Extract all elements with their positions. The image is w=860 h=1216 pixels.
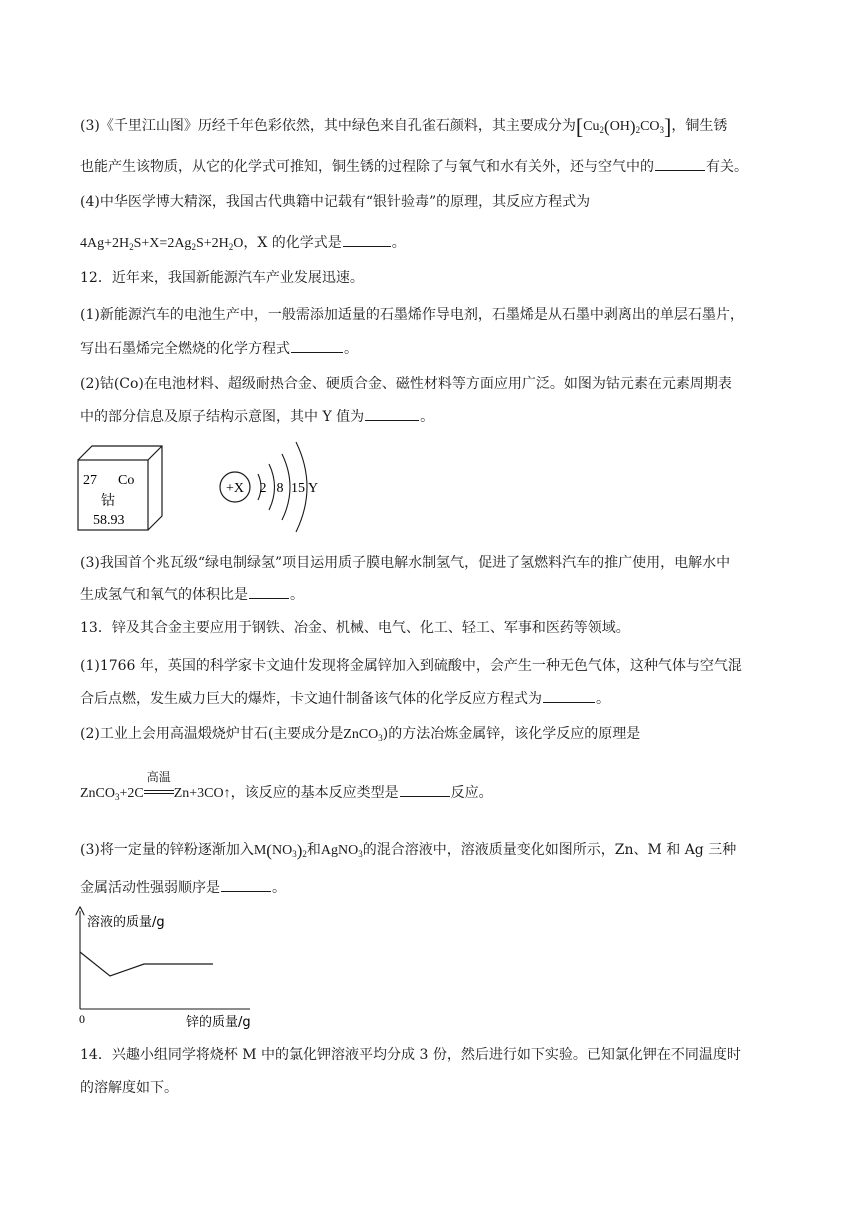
element-symbol: Co: [118, 473, 135, 488]
solution-mass-graph: [70, 905, 270, 1035]
q12-part3-line2: 生成氢气和氧气的体积比是 。: [80, 584, 304, 605]
answer-blank[interactable]: [365, 406, 419, 421]
answer-blank[interactable]: [343, 232, 391, 247]
atomic-number: 27: [83, 473, 97, 488]
atomic-structure-diagram: [220, 442, 318, 532]
q13-part2-line2: ZnCO$_3$+2C 高温 Zn+3CO↑，该反应的基本反应类型是 反应。: [80, 770, 493, 802]
element-name: 钴: [101, 494, 115, 509]
bracket-open: [: [575, 114, 584, 139]
q14-stem-line2: 的溶解度如下。: [80, 1080, 178, 1096]
q11-part4-line1: (4)中华医学博大精深，我国古代典籍中记载有“银针验毒”的原理，其反应方程式为: [80, 194, 591, 210]
origin-label: 0: [79, 1012, 85, 1026]
answer-blank[interactable]: [249, 584, 289, 599]
shell-electrons-3: 15: [291, 481, 305, 496]
q11-part4-line2: $4Ag+2H_2S+X=2Ag_2S+2H_2O$，X 的化学式是 。: [80, 232, 406, 254]
q13-part1-line1: (1)1766 年，英国的科学家卡文迪什发现将金属锌加入到硫酸中，会产生一种无色气体，这种气体与空气混: [80, 658, 742, 674]
q14-stem-line1: 14．兴趣小组同学将烧杯 M 中的氯化钾溶液平均分成 3 份，然后进行如下实验。已知氯化钾在不同温度时: [80, 1047, 741, 1063]
x-axis-label: 锌的质量/g: [186, 1015, 251, 1030]
q11-part3-line1: (3)《千里江山图》历经千年色彩依然，其中绿色来自孔雀石颜料，其主要成分为$[Cu_2(OH)_2CO_3]$，铜生锈: [80, 114, 728, 139]
element-cell: [78, 446, 162, 530]
shell-electrons-4: Y: [307, 481, 319, 496]
q11-part3-text: (3)《千里江山图》历经千年色彩依然，其中绿色来自孔雀石颜料，其主要成分为: [80, 118, 576, 134]
answer-blank[interactable]: [543, 688, 595, 703]
q12-part3-line1: (3)我国首个兆瓦级“绿电制绿氢”项目运用质子膜电解水制氢气，促进了氢燃料汽车的推广使用，电解水中: [80, 555, 731, 571]
zinc-smelting-equation: ZnCO$_3$+2C 高温 Zn+3CO↑: [80, 770, 231, 802]
q13-part3-line2: 金属活动性强弱顺序是 。: [80, 877, 286, 898]
q12-part2-line2: 中的部分信息及原子结构示意图，其中 Y 值为 。: [80, 406, 434, 427]
answer-blank[interactable]: [291, 338, 343, 353]
shell-electrons-1: 2: [259, 481, 267, 496]
q12-part1-line1: (1)新能源汽车的电池生产中，一般需添加适量的石墨烯作导电剂，石墨烯是从石墨中剥离出的单层石墨片，: [80, 307, 744, 323]
q11-part3-line2: 也能产生该物质，从它的化学式可推知，铜生锈的过程除了与氧气和水有关外，还与空气中的 有关。: [80, 156, 748, 177]
shell-arc: [269, 464, 275, 510]
q13-part2-line1: (2)工业上会用高温煅烧炉甘石(主要成分是ZnCO$_3$)的方法冶炼金属锌，该化学反应的原理是: [80, 726, 641, 743]
malachite-formula: $[Cu_2(OH)_2CO_3]$: [575, 114, 672, 139]
nucleus-charge: +X: [225, 481, 245, 496]
mass-curve: [80, 952, 213, 976]
q13-part3-line1: (3)将一定量的锌粉逐渐加入$M(NO_3)_2$和AgNO$_3$的混合溶液中，溶液质量变化如图所示，Zn、M 和 Ag 三种: [80, 841, 737, 860]
atomic-mass: 58.93: [93, 513, 125, 528]
q13-part1-line2: 合后点燃，发生威力巨大的爆炸，卡文迪什制备该气体的化学反应方程式为 。: [80, 688, 610, 709]
answer-blank[interactable]: [221, 877, 271, 892]
q13-stem: 13．锌及其合金主要应用于钢铁、冶金、机械、电气、化工、轻工、军事和医药等领域。: [80, 620, 630, 636]
answer-blank[interactable]: [400, 782, 450, 797]
answer-blank[interactable]: [655, 156, 705, 171]
q12-part2-line1: (2)钴(Co)在电池材料、超级耐热合金、硬质合金、磁性材料等方面应用广泛。如图为钴元素在元素周期表: [80, 376, 732, 392]
shell-electrons-2: 8: [276, 481, 284, 496]
y-axis-label: 溶液的质量/g: [87, 915, 165, 930]
cobalt-figure: [70, 436, 350, 546]
silver-reaction-equation: $4Ag+2H_2S+X=2Ag_2S+2H_2O$: [80, 236, 244, 252]
q12-part1-line2: 写出石墨烯完全燃烧的化学方程式 。: [80, 338, 358, 359]
reaction-condition: 高温: [144, 781, 174, 799]
q12-stem: 12．近年来，我国新能源汽车产业发展迅速。: [80, 270, 364, 286]
bracket-close: ]: [664, 114, 672, 139]
